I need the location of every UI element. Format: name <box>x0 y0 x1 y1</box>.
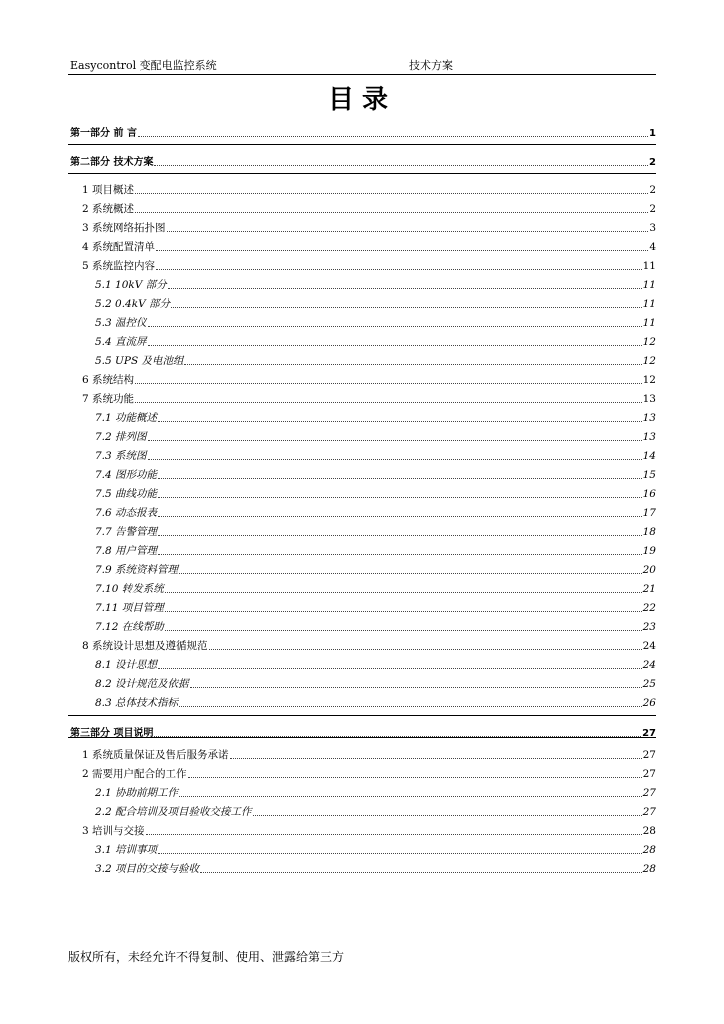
toc-dot-leader <box>156 250 648 251</box>
toc-entry[interactable] <box>70 333 656 349</box>
toc-entry-title: 7.1 功能概述 <box>95 412 158 424</box>
toc-dot-leader <box>158 516 642 517</box>
toc-entry[interactable] <box>70 637 656 653</box>
toc-page-number: 2 <box>649 184 656 196</box>
toc-entry-title: 第二部分 技术方案 <box>70 157 154 168</box>
toc-entry-title: 第三部分 项目说明 <box>70 728 154 739</box>
toc-dot-leader <box>171 307 642 308</box>
toc-entry-title: 5.5 UPS 及电池组 <box>95 355 184 367</box>
page-title: 目录 <box>327 85 396 115</box>
toc-page-number: 12 <box>642 336 656 348</box>
toc-entry-title: 7.12 在线帮助 <box>95 621 164 633</box>
toc-dot-leader <box>230 758 642 759</box>
toc-page-number: 12 <box>642 374 656 386</box>
toc-page-number: 13 <box>642 412 656 424</box>
toc-dot-leader <box>156 269 642 270</box>
toc-entry[interactable] <box>70 257 656 273</box>
toc-entry[interactable] <box>70 580 656 596</box>
toc-dot-leader <box>158 535 642 536</box>
toc-dot-leader <box>135 193 648 194</box>
toc-dot-leader <box>135 383 642 384</box>
toc-entry-title: 7.8 用户管理 <box>95 545 158 557</box>
toc-dot-leader <box>148 459 642 460</box>
toc-entry[interactable] <box>70 295 656 311</box>
toc-dot-leader <box>165 592 642 593</box>
toc-dot-leader <box>158 478 642 479</box>
toc-dot-leader <box>165 630 642 631</box>
toc-section-rule <box>68 173 656 174</box>
toc-entry[interactable] <box>70 181 656 197</box>
toc-dot-leader <box>253 815 642 816</box>
toc-entry[interactable] <box>70 822 656 838</box>
toc-page-number: 25 <box>642 678 656 690</box>
toc-entry-title: 7.10 转发系统 <box>95 583 164 595</box>
toc-dot-leader <box>158 554 642 555</box>
toc-entry[interactable] <box>70 618 656 634</box>
toc-entry-title: 8.2 设计规范及依据 <box>95 678 189 690</box>
toc-page-number: 27 <box>642 768 656 780</box>
toc-section-rule <box>68 737 656 738</box>
toc-dot-leader <box>154 165 648 166</box>
toc-dot-leader <box>135 402 642 403</box>
toc-dot-leader <box>188 777 642 778</box>
toc-page-number: 19 <box>642 545 656 557</box>
toc-page-number: 28 <box>642 844 656 856</box>
toc-dot-leader <box>200 872 642 873</box>
toc-entry[interactable] <box>70 238 656 254</box>
toc-page-number: 26 <box>642 697 656 709</box>
toc-entry-title: 5.1 10kV 部分 <box>95 279 167 291</box>
toc-entry[interactable] <box>70 447 656 463</box>
header-doc-name: Easycontrol 变配电监控系统 <box>70 59 217 72</box>
toc-entry-title: 2 需要用户配合的工作 <box>82 768 187 780</box>
toc-dot-leader <box>135 212 648 213</box>
toc-entry[interactable] <box>70 561 656 577</box>
toc-entry-title: 7.7 告警管理 <box>95 526 158 538</box>
toc-entry[interactable] <box>70 124 656 140</box>
toc-entry-title: 5.2 0.4kV 部分 <box>95 298 171 310</box>
toc-dot-leader <box>168 288 642 289</box>
toc-entry-title: 7.9 系统资料管理 <box>95 564 179 576</box>
toc-entry[interactable] <box>70 504 656 520</box>
toc-entry-title: 5.3 温控仪 <box>95 317 147 329</box>
toc-entry-title: 3 培训与交接 <box>82 825 145 837</box>
toc-page-number: 11 <box>642 317 656 329</box>
toc-entry[interactable] <box>70 675 656 691</box>
toc-page-number: 21 <box>642 583 656 595</box>
toc-entry[interactable] <box>70 523 656 539</box>
toc-dot-leader <box>179 573 642 574</box>
toc-entry-title: 2.1 协助前期工作 <box>95 787 179 799</box>
toc-entry[interactable] <box>70 542 656 558</box>
toc-dot-leader <box>158 497 642 498</box>
toc-entry-title: 7.6 动态报表 <box>95 507 158 519</box>
toc-dot-leader <box>179 796 642 797</box>
toc-entry-title: 7.2 排列图 <box>95 431 147 443</box>
toc-dot-leader <box>209 649 642 650</box>
page-header <box>68 58 656 75</box>
toc-entry-title: 5.4 直流屏 <box>95 336 147 348</box>
toc-entry[interactable] <box>70 860 656 876</box>
toc-page-number: 27 <box>642 787 656 799</box>
header-doc-type: 技术方案 <box>409 59 453 72</box>
toc-page-number: 12 <box>642 355 656 367</box>
toc-dot-leader <box>184 364 641 365</box>
toc-section-rule <box>68 144 656 145</box>
toc-page-number: 2 <box>649 203 656 215</box>
toc-entry[interactable] <box>70 200 656 216</box>
toc-entry[interactable] <box>70 803 656 819</box>
toc-entry[interactable] <box>70 352 656 368</box>
toc-dot-leader <box>165 611 642 612</box>
toc-dot-leader <box>190 687 642 688</box>
page-footer: 版权所有，未经允许不得复制、使用、泄露给第三方 <box>68 950 345 964</box>
toc-entry-title: 7.3 系统图 <box>95 450 147 462</box>
toc-entry-title: 7.11 项目管理 <box>95 602 164 614</box>
toc-entry-title: 3.1 培训事项 <box>95 844 158 856</box>
toc-dot-leader <box>148 440 642 441</box>
toc-entry-title: 8.3 总体技术指标 <box>95 697 179 709</box>
toc-entry[interactable] <box>70 656 656 672</box>
toc-page-number: 24 <box>642 659 656 671</box>
toc-entry-title: 7.4 图形功能 <box>95 469 158 481</box>
toc-page-number: 14 <box>642 450 656 462</box>
toc-entry[interactable] <box>70 784 656 800</box>
toc-page-number: 13 <box>642 393 656 405</box>
toc-page-number: 17 <box>642 507 656 519</box>
toc-page-number: 24 <box>642 640 656 652</box>
toc-page-number: 28 <box>642 825 656 837</box>
toc-entry-title: 8.1 设计思想 <box>95 659 158 671</box>
toc-page-number: 15 <box>642 469 656 481</box>
toc-entry[interactable] <box>70 314 656 330</box>
toc-entry-title: 2.2 配合培训及项目验收交接工作 <box>95 806 252 818</box>
toc-entry[interactable] <box>70 409 656 425</box>
toc-entry[interactable] <box>70 276 656 292</box>
toc-entry-title: 第一部分 前 言 <box>70 128 137 139</box>
toc-entry-title: 4 系统配置清单 <box>82 241 156 253</box>
toc-page-number: 27 <box>642 728 656 739</box>
toc-page-number: 1 <box>649 128 656 139</box>
toc-page-number: 4 <box>649 241 656 253</box>
toc-entry-title: 7.5 曲线功能 <box>95 488 158 500</box>
toc-entry[interactable] <box>70 390 656 406</box>
toc-page-number: 2 <box>649 157 656 168</box>
toc-dot-leader <box>158 421 642 422</box>
toc-entry[interactable] <box>70 153 656 169</box>
toc-page-number: 22 <box>642 602 656 614</box>
toc-page-number: 11 <box>642 279 656 291</box>
toc-entry[interactable] <box>70 466 656 482</box>
toc-entry[interactable] <box>70 746 656 762</box>
toc-dot-leader <box>146 834 642 835</box>
toc-page-number: 3 <box>649 222 656 234</box>
toc-dot-leader <box>179 706 642 707</box>
toc-entry[interactable] <box>70 599 656 615</box>
toc-entry[interactable] <box>70 371 656 387</box>
toc-entry-title: 1 系统质量保证及售后服务承诺 <box>82 749 229 761</box>
toc-entry-title: 7 系统功能 <box>82 393 135 405</box>
toc-entry[interactable] <box>70 694 656 710</box>
toc-page-number: 27 <box>642 806 656 818</box>
toc-page-number: 13 <box>642 431 656 443</box>
toc-entry-title: 3.2 项目的交接与验收 <box>95 863 200 875</box>
toc-entry-title: 3 系统网络拓扑图 <box>82 222 166 234</box>
toc-page-number: 23 <box>642 621 656 633</box>
toc-entry-title: 8 系统设计思想及遵循规范 <box>82 640 208 652</box>
toc-page-number: 11 <box>642 260 656 272</box>
toc-page-number: 11 <box>642 298 656 310</box>
toc-page-number: 20 <box>642 564 656 576</box>
toc-entry-title: 2 系统概述 <box>82 203 135 215</box>
toc-dot-leader <box>158 668 642 669</box>
toc-page-number: 18 <box>642 526 656 538</box>
toc-entry-title: 1 项目概述 <box>82 184 135 196</box>
toc-entry-title: 6 系统结构 <box>82 374 135 386</box>
toc-entry[interactable] <box>70 841 656 857</box>
toc-entry[interactable] <box>70 428 656 444</box>
toc-dot-leader <box>148 345 642 346</box>
toc-dot-leader <box>148 326 642 327</box>
toc-page-number: 27 <box>642 749 656 761</box>
toc-dot-leader <box>138 136 648 137</box>
toc-dot-leader <box>167 231 649 232</box>
toc-entry[interactable] <box>70 765 656 781</box>
toc-section-rule <box>68 715 656 716</box>
toc-entry[interactable] <box>70 219 656 235</box>
toc-entry[interactable] <box>70 485 656 501</box>
toc-page-number: 28 <box>642 863 656 875</box>
toc-entry-title: 5 系统监控内容 <box>82 260 156 272</box>
toc-page-number: 16 <box>642 488 656 500</box>
toc-dot-leader <box>158 853 642 854</box>
